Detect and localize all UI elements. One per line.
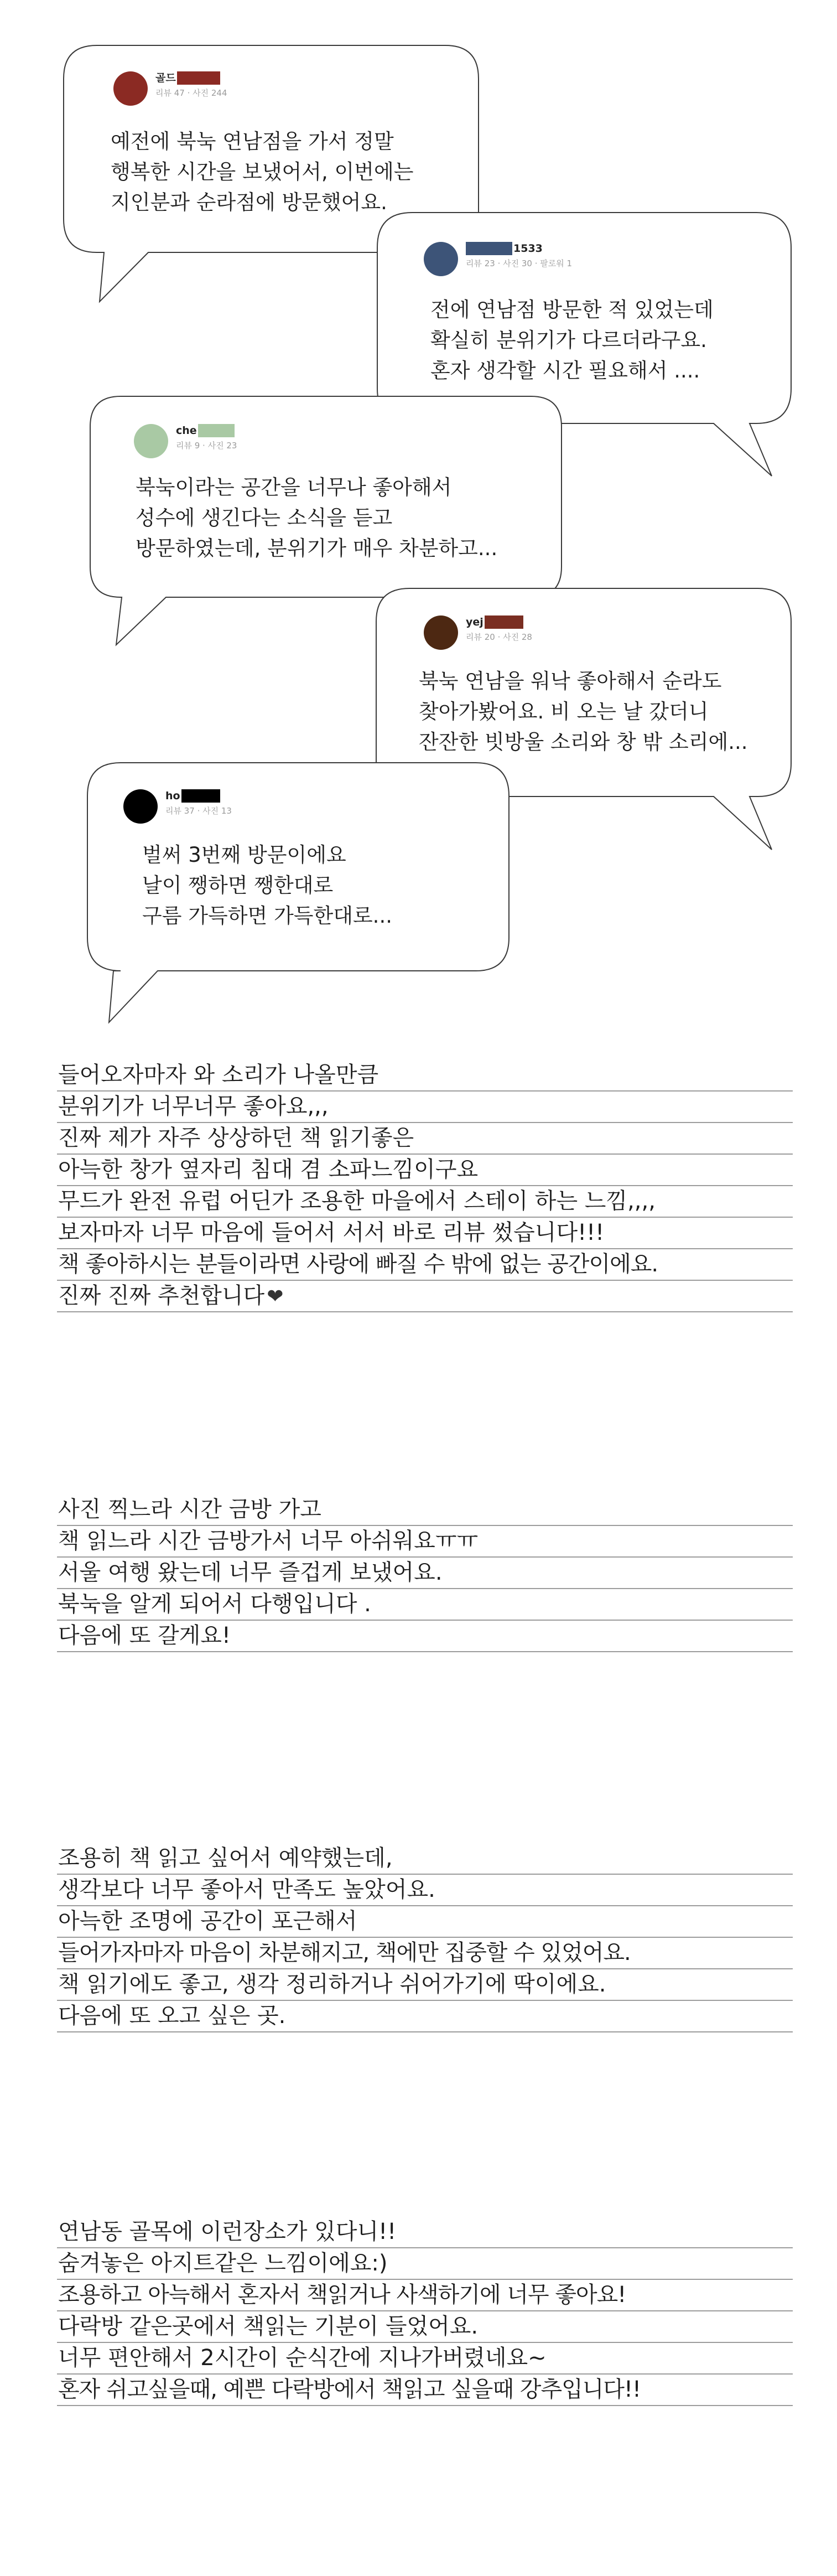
text-line: 방문하였는데, 분위기가 매우 차분하고... <box>136 536 498 560</box>
name-redaction-mask <box>181 789 220 803</box>
text-line: 벌써 3번째 방문이에요 <box>142 843 346 867</box>
text-line: 잔잔한 빗방울 소리와 창 밖 소리에... <box>419 730 748 754</box>
reviewer-header <box>113 71 227 106</box>
review-line: 너무 편안해서 2시간이 순식간에 지나가버렸네요~ <box>57 2343 793 2375</box>
review-line: 아늑한 창가 옆자리 침대 겸 소파느낌이구요 <box>57 1155 793 1186</box>
name-redaction-mask <box>485 615 523 629</box>
bubble-review-text <box>430 294 714 386</box>
review-block <box>57 1843 793 2032</box>
text-line: 북눅이라는 공간을 너무나 좋아해서 <box>136 475 452 499</box>
reviewer-header <box>134 424 237 458</box>
name-redaction-mask <box>466 242 512 255</box>
text-line: 구름 가득하면 가득한대로... <box>142 904 392 928</box>
avatar <box>123 789 158 824</box>
review-line: 들어오자마자 와 소리가 나올만큼 <box>57 1060 793 1092</box>
text-line: 찾아가봤어요. 비 오는 날 갔더니 <box>419 700 709 723</box>
review-line: 책 좋아하시는 분들이라면 사랑에 빠질 수 밖에 없는 공간이에요. <box>57 1249 793 1281</box>
avatar <box>424 242 458 276</box>
review-block <box>57 2217 793 2406</box>
name-redaction-mask <box>198 424 235 437</box>
review-line: 아늑한 조명에 공간이 포근해서 <box>57 1906 793 1938</box>
review-block <box>57 1494 793 1652</box>
review-line: 조용히 책 읽고 싶어서 예약했는데, <box>57 1843 793 1875</box>
review-line: 책 읽느라 시간 금방가서 너무 아쉬워요ㅠㅠ <box>57 1526 793 1558</box>
review-line: 조용하고 아늑해서 혼자서 책읽거나 사색하기에 너무 좋아요! <box>57 2280 793 2311</box>
review-line: 연남동 골목에 이런장소가 있다니!! <box>57 2217 793 2248</box>
text-line: 예전에 북눅 연남점을 가서 정말 <box>111 130 394 153</box>
text-line: 전에 연남점 방문한 적 있었는데 <box>430 298 714 322</box>
review-line: 보자마자 너무 마음에 들어서 서서 바로 리뷰 썼습니다!!! <box>57 1218 793 1249</box>
review-line: 다락방 같은곳에서 책읽는 기분이 들었어요. <box>57 2311 793 2343</box>
review-line: 책 읽기에도 좋고, 생각 정리하거나 쉬어가기에 딱이에요. <box>57 1969 793 2001</box>
avatar <box>424 615 458 650</box>
review-line-text: 진짜 진짜 추천합니다 <box>58 1283 265 1308</box>
reviewer-stats: 리뷰 23 · 사진 30 · 팔로워 1 <box>466 258 573 268</box>
name-redaction-mask <box>177 71 220 85</box>
reviewer-name: yej <box>466 616 484 628</box>
text-line: 날이 쨍하면 쨍한대로 <box>142 873 334 897</box>
text-line: 지인분과 순라점에 방문했어요. <box>111 190 387 214</box>
reviewer-stats: 리뷰 47 · 사진 244 <box>155 88 227 98</box>
reviewer-stats: 리뷰 20 · 사진 28 <box>466 632 532 642</box>
bubble-review-text <box>136 472 497 563</box>
review-line: 무드가 완전 유럽 어딘가 조용한 마을에서 스테이 하는 느낌,,,, <box>57 1186 793 1218</box>
reviewer-name: ho <box>165 790 180 802</box>
reviewer-header <box>424 615 532 650</box>
text-line: 성수에 생긴다는 소식을 듣고 <box>136 506 393 530</box>
review-line: 북눅을 알게 되어서 다행입니다 . <box>57 1589 793 1621</box>
text-line: 혼자 생각할 시간 필요해서 .... <box>430 359 700 382</box>
avatar <box>113 71 148 106</box>
review-line: 다음에 또 갈게요! <box>57 1621 793 1652</box>
avatar <box>134 424 168 458</box>
review-line: 숨겨놓은 아지트같은 느낌이에요:) <box>57 2248 793 2280</box>
reviewer-name: 골드 <box>155 72 176 84</box>
review-line: 분위기가 너무너무 좋아요,,, <box>57 1092 793 1123</box>
review-line: 서울 여행 왔는데 너무 즐겁게 보냈어요. <box>57 1558 793 1589</box>
reviewer-name: che <box>176 425 197 437</box>
reviewer-stats: 리뷰 37 · 사진 13 <box>165 806 232 816</box>
reviewer-header <box>123 789 232 824</box>
review-line <box>57 1281 793 1312</box>
review-line: 진짜 제가 자주 상상하던 책 읽기좋은 <box>57 1123 793 1155</box>
review-block <box>57 1060 793 1312</box>
bubble-review-text <box>419 666 747 757</box>
review-line: 생각보다 너무 좋아서 만족도 높았어요. <box>57 1875 793 1906</box>
review-line: 혼자 쉬고싶을때, 예쁜 다락방에서 책읽고 싶을때 강추입니다!! <box>57 2375 793 2406</box>
reviewer-name: 1533 <box>513 242 543 255</box>
bubble-review-text <box>111 126 413 218</box>
text-line: 행복한 시간을 보냈어서, 이번에는 <box>111 160 414 184</box>
heart-icon: ❤ <box>267 1285 284 1308</box>
review-line: 사진 찍느라 시간 금방 가고 <box>57 1494 793 1526</box>
text-line: 북눅 연남을 워낙 좋아해서 순라도 <box>419 669 722 693</box>
text-line: 확실히 분위기가 다르더라구요. <box>430 328 707 352</box>
review-line: 다음에 또 오고 싶은 곳. <box>57 2001 793 2032</box>
reviewer-header <box>424 242 572 276</box>
review-line: 들어가자마자 마음이 차분해지고, 책에만 집중할 수 있었어요. <box>57 1938 793 1969</box>
reviewer-stats: 리뷰 9 · 사진 23 <box>176 441 237 451</box>
bubble-review-text <box>142 840 392 931</box>
